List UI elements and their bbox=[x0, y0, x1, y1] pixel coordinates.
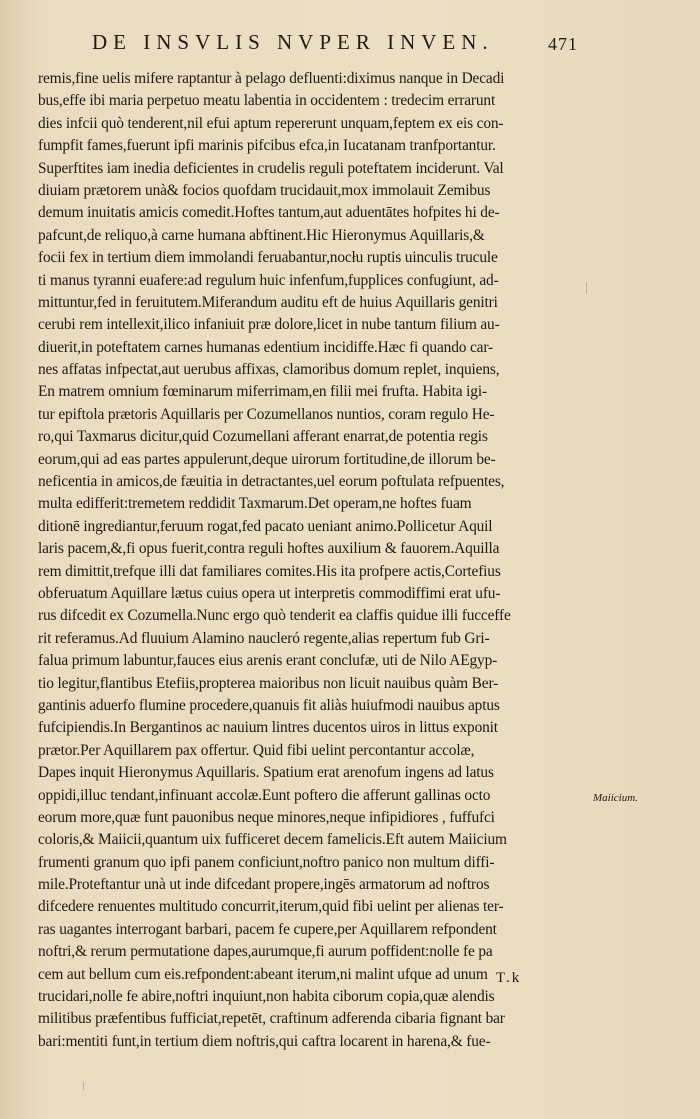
text-line: rit referamus.Ad fluuium Alamino naucleró regente,alias repertum fub Gri- bbox=[38, 629, 490, 647]
text-line: Dapes inquit Hieronymus Aquillaris. Spatium erat arenofum ingens ad latus bbox=[38, 764, 494, 782]
text-line: tur epiftola prætoris Aquillaris per Cozumellanos nuntios, coram regulo He- bbox=[38, 405, 495, 423]
text-line: frumenti granum quo ipfi panem conficiunt,noftro panico non multum diffi- bbox=[38, 853, 495, 871]
text-line: militibus præfentibus fufficiat,repetēt, craftinum adferenda cibaria fignant bar bbox=[38, 1010, 505, 1028]
text-line: noftri,& rerum permutatione dapes,aurumque,fi aurum poffident:nolle fe pa bbox=[38, 943, 493, 961]
text-line: ditionē ingrediantur,feruum rogat,fed pacato ueniant animo.Pollicetur Aquil bbox=[38, 517, 493, 535]
text-line: demum inuitatis amicis comedit.Hoftes tantum,aut aduentātes hofpites hi de- bbox=[38, 204, 500, 222]
text-line: laris pacem,&,fi opus fuerit,contra reguli hoftes auxilium & fauorem.Aquilla bbox=[38, 540, 500, 558]
text-line: ro,qui Taxmarus dicitur,quid Cozumellani afferant enarrat,de potentia regis bbox=[38, 428, 488, 446]
text-line: remis,fine uelis mifere raptantur à pelago defluenti:diximus nanque in Decadi bbox=[38, 70, 505, 87]
text-line: eorum more,quæ funt pauonibus neque minores,neque infipidiores , fuffufci bbox=[38, 808, 495, 826]
text-line: trucidari,nolle fe abire,noftri inquiunt,non habita ciborum copia,quæ alendis bbox=[38, 988, 495, 1006]
text-line: diuiam prætorem unà& focios quofdam trucidauit,mox immolauit Zemibus bbox=[38, 181, 491, 199]
text-line: fufcipiendis.In Bergantinos ac nauium lintres ducentos uiros in littus exponit bbox=[38, 719, 498, 737]
text-line: rem dimittit,trefque illi dat familiares comites.His ita profpere actis,Cortefius bbox=[38, 562, 501, 580]
text-line: oppidi,illuc tendant,infinuant accolæ.Eunt poftero die afferunt gallinas octo bbox=[38, 786, 491, 804]
text-line: focii fex in tertium diem immolandi feruabantur,nocłu ruptis uinculis trucule bbox=[38, 249, 498, 267]
text-line: mittuntur,fed in feruitutem.Miferandum auditu eft de huius Aquillaris genitri bbox=[38, 293, 498, 311]
text-line: pafcunt,de reliquo,à carne humana abftinent.Hic Hieronymus Aquillaris,& bbox=[38, 226, 485, 244]
text-line: En matrem omnium fœminarum miferrimam,en filii mei frufta. Habita igi- bbox=[38, 383, 487, 401]
text-line: prætor.Per Aquillarem pax offertur. Quid fibi uelint percontantur accolæ, bbox=[38, 741, 475, 759]
text-line: bus,effe ibi maria perpetuo meatu labentia in occidentem : tredecim errarunt bbox=[38, 92, 496, 110]
page-number: 471 bbox=[548, 34, 578, 54]
text-line: Superftites iam inedia deficientes in crudelis reguli poteftatem inciderunt. Val bbox=[38, 159, 504, 177]
text-line: rus difcedit ex Cozumella.Nunc ergo quò tenderit ea claffis quidue illi fucceffe bbox=[38, 607, 511, 625]
text-line: ras uagantes interrogant barbari, pacem fe cupere,per Aquillarem refpondent bbox=[38, 920, 497, 938]
catchword: T.k bbox=[496, 970, 522, 986]
text-line: diuerit,in poteftatem carnes humanas edentium incidiffe.Hæc fi quando car- bbox=[38, 338, 493, 356]
text-line: coloris,& Maiicii,quantum uix fufficeret decem famelicis.Eft autem Maiicium bbox=[38, 831, 507, 849]
text-line: neficentia in amicos,de fæuitia in detractantes,uel eorum poftulata refpuentes, bbox=[38, 473, 505, 491]
text-line: mile.Proteftantur unà ut inde difcedant propere,ingēs armatorum ad noftros bbox=[38, 876, 490, 894]
text-line: falua primum labuntur,fauces eius arenis erant conclufæ, uti de Nilo AEgyp- bbox=[38, 652, 498, 670]
text-line: bari:mentiti funt,in tertium diem noftris,qui caftra locarent in harena,& fue- bbox=[38, 1032, 491, 1050]
text-line: ti manus tyranni euafere:ad regulum huic infenfum,fupplices confugiunt, ad- bbox=[38, 271, 499, 289]
margin-note: Maiicium. bbox=[593, 792, 638, 804]
text-line: obferuatum Aquillare lætus cuius opera ut interpretis commodiffimi erat ufu- bbox=[38, 584, 501, 602]
text-line: fumpfit fames,fuerunt ipfi marinis pifcibus efca,in Iucatanam tranfportantur. bbox=[38, 137, 496, 155]
text-line: cem aut bellum cum eis.refpondent:abeant iterum,ni malint ufque ad unum bbox=[38, 965, 488, 983]
text-line: nes affatas infpectat,aut uerubus affixas, clamoribus domum replet, inquiens, bbox=[38, 361, 500, 379]
text-line: cerubi rem intellexit,ilico infaniuit præ dolore,licet in nube tantum filium au- bbox=[38, 316, 500, 334]
text-line: gantinis aduerfo flumine procedere,quanuis fit aliàs huiufmodi nauibus aptus bbox=[38, 696, 500, 714]
text-line: dies infcii quò tenderent,nil efui aptum repererunt unquam,feptem ex eis con- bbox=[38, 114, 504, 132]
text-line: multa edifferit:tremetem reddidit Taxmarum.Det operam,ne hoftes fuam bbox=[38, 495, 472, 513]
running-title: DE INSVLIS NVPER INVEN. bbox=[92, 30, 494, 54]
text-line: eorum,qui ad eas partes appulerunt,deque uirorum fortitudine,de illorum be- bbox=[38, 450, 496, 468]
pencil-mark bbox=[83, 1082, 84, 1090]
text-line: tio legitur,flantibus Etefiis,propterea maioribus non licuit nauibus quàm Ber- bbox=[38, 674, 499, 692]
text-line: difcedere renuentes multitudo concurrit,iterum,quid fibi uelint per alienas ter- bbox=[38, 898, 504, 916]
body-text bbox=[38, 68, 566, 1053]
pencil-mark bbox=[586, 282, 587, 294]
